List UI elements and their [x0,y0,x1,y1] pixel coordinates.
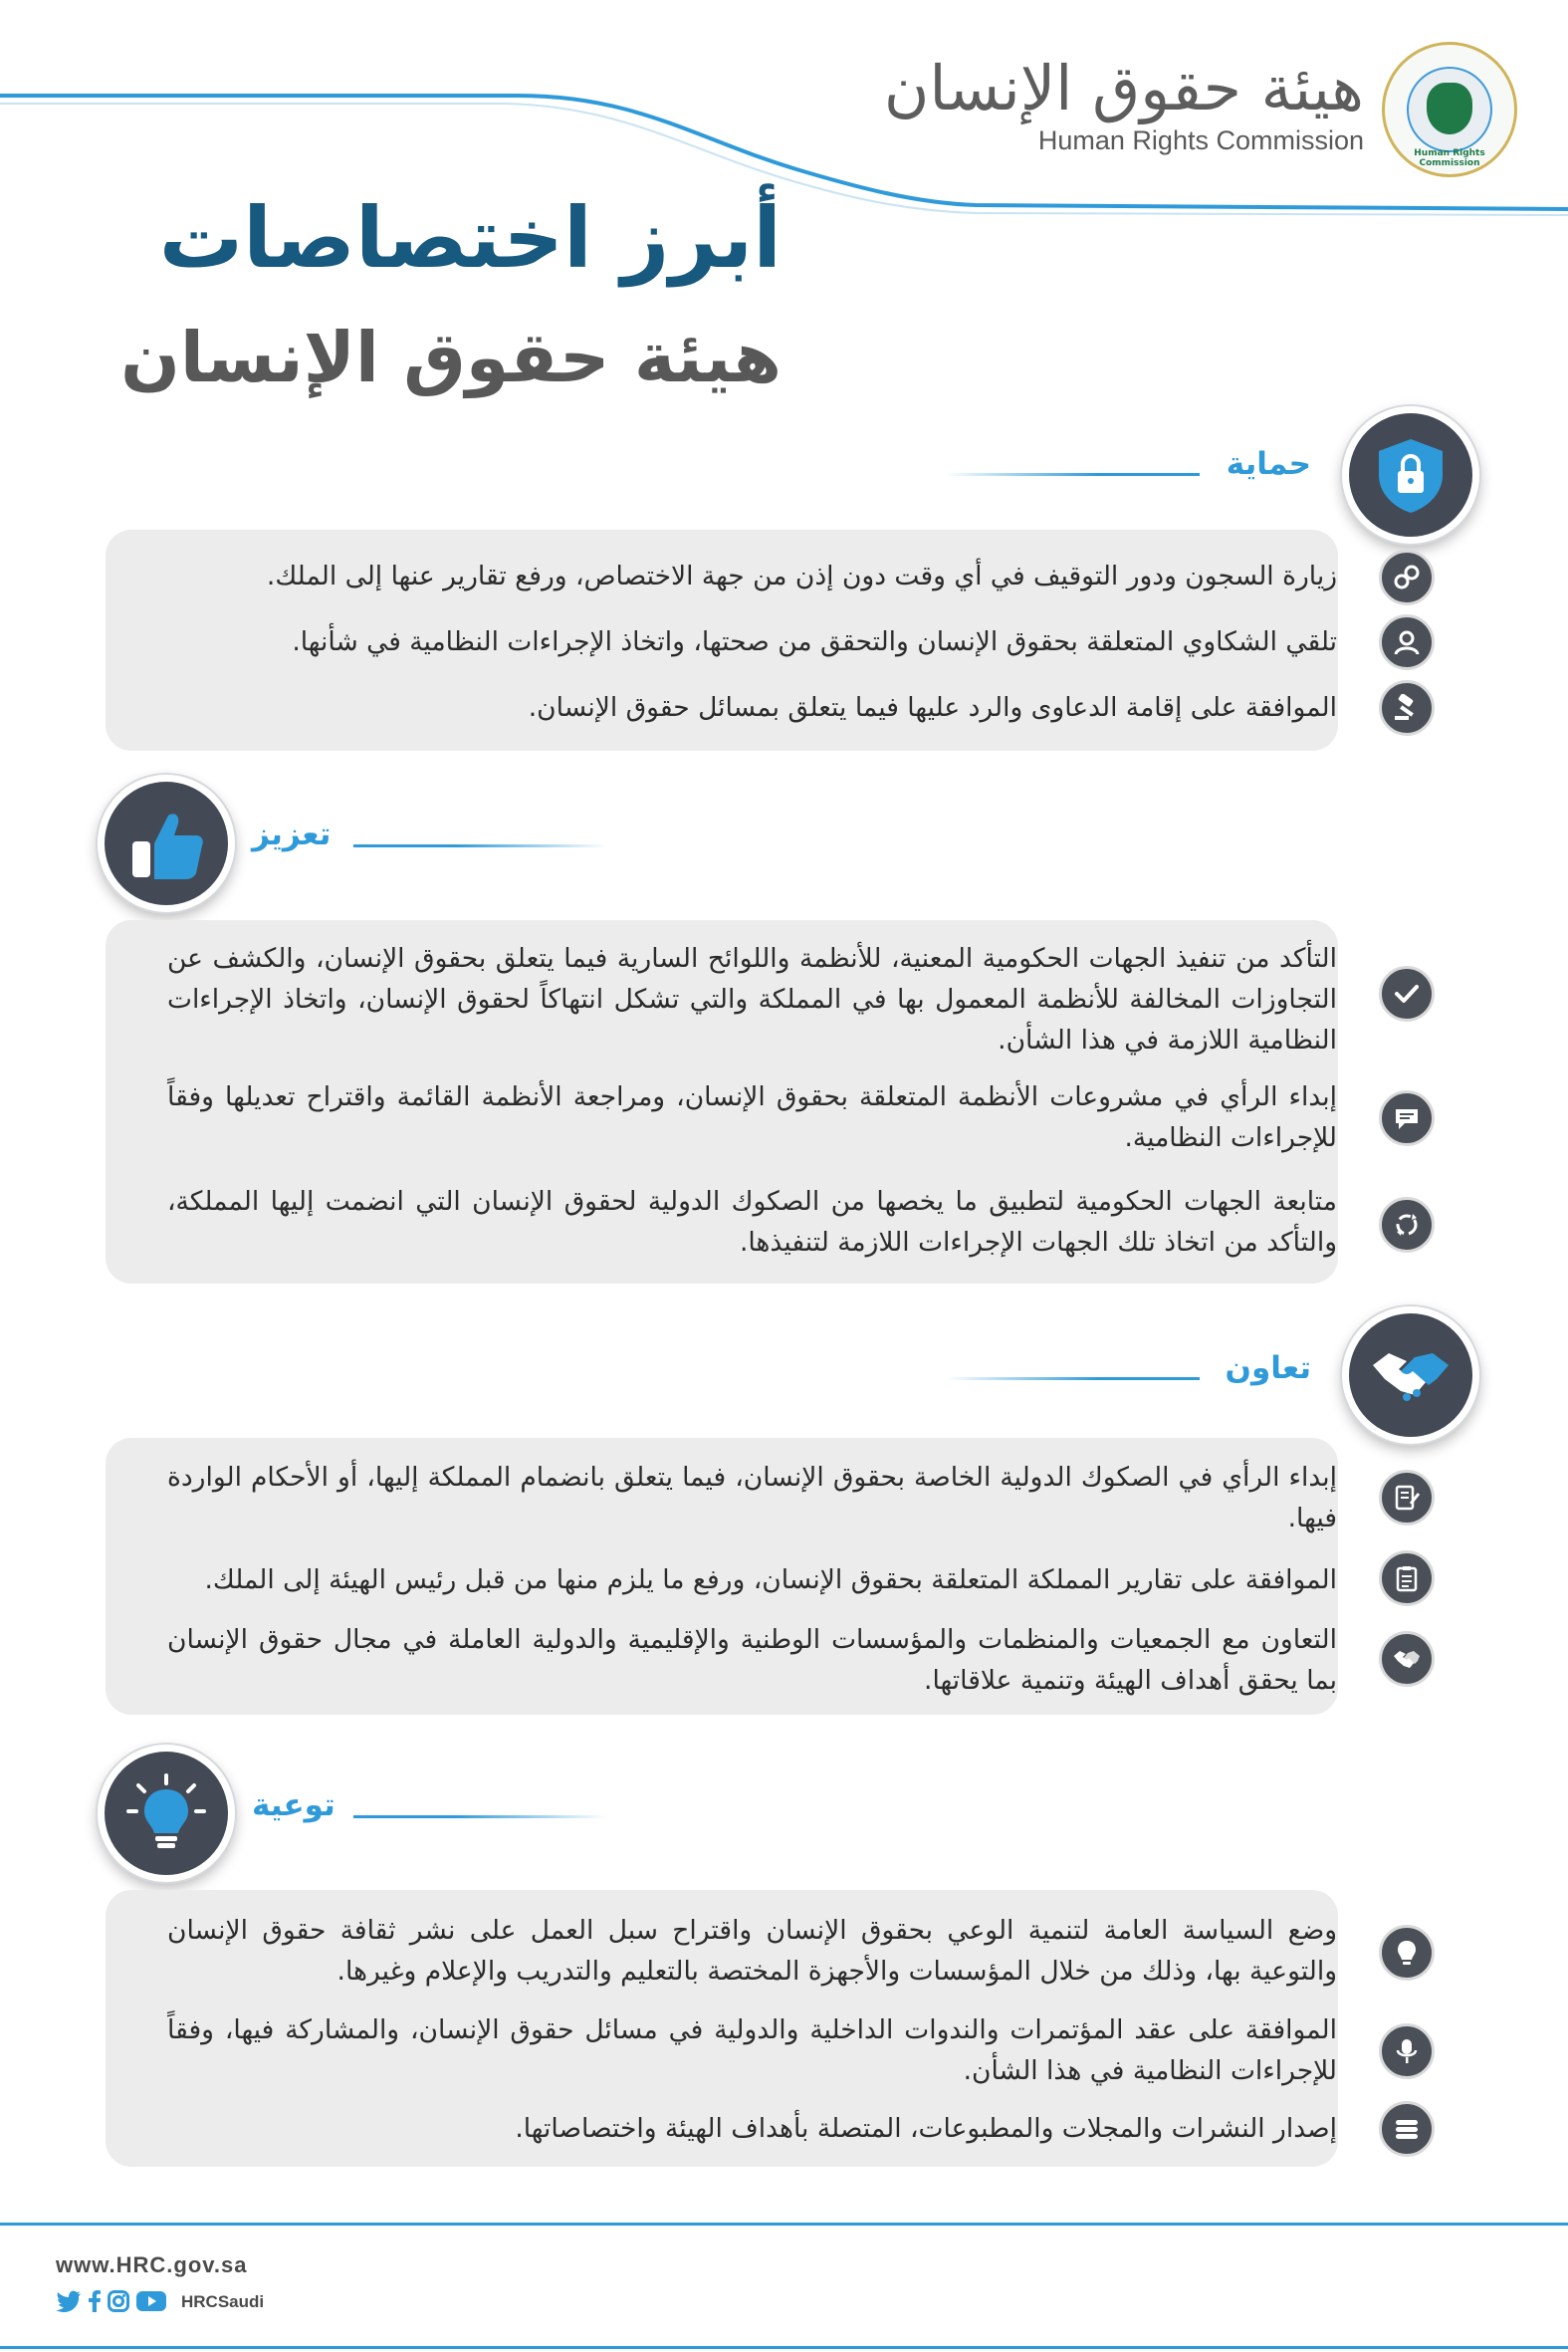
cooperation-section-title: تعاون [1225,1350,1311,1386]
footer-top-line [0,2223,1568,2226]
promotion-item-3: متابعة الجهات الحكومية لتطبيق ما يخصها من الصكوك الدولية لحقوق الإنسان التي انضمت إليها المملكة، والتأكد من اتخاذ تلك الجهات الإجراءات اللازمة لتنفيذها. [167,1186,1337,1258]
thumbs-up-icon [126,804,206,883]
promotion-section-icon [98,775,235,912]
twitter-icon[interactable] [56,2290,82,2312]
facebook-icon[interactable] [88,2290,102,2312]
clipboard-icon [1379,1550,1435,1606]
cycle-arrows-icon [1379,1197,1435,1253]
cooperation-item-3: التعاون مع الجمعيات والمنظمات والمؤسسات الوطنية والإقليمية والدولية العاملة في مجال حقوق الإنسان بما يحقق أهداف الهيئة وتنمية علاقاتها. [167,1624,1337,1696]
footer-bottom-line [0,2346,1568,2349]
social-handle[interactable]: HRCSaudi [181,2292,265,2311]
protection-title-line [946,473,1200,476]
microphone-icon [1379,2023,1435,2079]
gavel-icon [1379,680,1435,736]
handcuffs-icon [1379,550,1435,605]
promotion-item-2: إبداء الرأي في مشروعات الأنظمة المتعلقة بحقوق الإنسان، ومراجعة الأنظمة القائمة واقتراح تعديلها وفقاً للإجراءات النظامية. [167,1081,1337,1153]
lightbulb-small-icon [1379,1925,1435,1981]
logo-arabic-name: هيئة حقوق الإنسان [883,52,1364,124]
awareness-title-line [353,1815,607,1818]
protection-item-2: تلقي الشكاوي المتعلقة بحقوق الإنسان والتحقق من صحتها، واتخاذ الإجراءات النظامية في شأنها. [292,626,1337,657]
protection-section-icon [1342,406,1479,544]
protection-item-3: الموافقة على إقامة الدعاوى والرد عليها فيما يتعلق بمسائل حقوق الإنسان. [528,692,1337,723]
youtube-icon[interactable] [136,2290,166,2312]
page-title: أبرز اختصاصات [158,189,782,287]
seal-caption: Human Rights Commission [1414,148,1485,168]
document-pen-icon [1379,1470,1435,1526]
handshake-small-icon [1379,1631,1435,1687]
person-icon [1379,614,1435,670]
cooperation-title-line [946,1377,1200,1380]
speech-bubble-icon [1379,1090,1435,1146]
cooperation-section-icon [1342,1306,1479,1444]
protection-item-1: زيارة السجون ودور التوقيف في أي وقت دون إذن من جهة الاختصاص، ورفع تقارير عنها إلى الملك. [266,561,1337,591]
page-subtitle: هيئة حقوق الإنسان [120,317,782,398]
handshake-icon [1371,1335,1451,1415]
awareness-section-title: توعية [252,1787,336,1823]
logo-english-name: Human Rights Commission [1037,125,1364,155]
lightbulb-icon [126,1773,206,1853]
awareness-item-1: وضع السياسة العامة لتنمية الوعي بحقوق الإنسان واقتراح سبل العمل على نشر ثقافة حقوق الإنسان والتوعية بها، وذلك من خلال المؤسسات والأجهزة المختصة بالتعليم والتدريب والإعلام وغيرها. [167,1915,1337,1987]
website-url[interactable]: www.HRC.gov.sa [56,2252,248,2277]
promotion-section-title: تعزيز [252,817,332,852]
protection-section-title: حماية [1226,446,1311,482]
publications-stack-icon [1379,2101,1435,2157]
awareness-item-2: الموافقة على عقد المؤتمرات والندوات الداخلية والدولية في مسائل حقوق الإنسان، والمشاركة فيها، وفقاً للإجراءات النظامية في هذا الشأن. [167,2014,1337,2086]
promotion-item-1: التأكد من تنفيذ الجهات الحكومية المعنية، للأنظمة واللوائح السارية فيما يتعلق بحقوق الإنسان، والكشف عن التجاوزات المخالفة للأنظمة المعمول بها في المملكة والتي تشكل انتهاكاً لحقوق الإنسان، واتخاذ الإجراءات النظامية اللازمة في هذا الشأن. [167,943,1337,1056]
cooperation-item-2: الموافقة على تقارير المملكة المتعلقة بحقوق الإنسان، ورفع ما يلزم منها من قبل رئيس الهيئة إلى الملك. [204,1564,1337,1595]
instagram-icon[interactable] [108,2290,129,2312]
commission-seal-logo [1382,42,1517,177]
promotion-title-line [353,844,607,847]
cooperation-item-1: إبداء الرأي في الصكوك الدولية الخاصة بحقوق الإنسان، فيما يتعلق بانضمام المملكة إليها، أو الأحكام الواردة فيها. [167,1462,1337,1533]
lock-shield-icon [1371,435,1451,515]
awareness-section-icon [98,1745,235,1882]
check-icon [1379,966,1435,1022]
awareness-item-3: إصدار النشرات والمجلات والمطبوعات، المتصلة بأهداف الهيئة واختصاصاتها. [515,2113,1337,2144]
